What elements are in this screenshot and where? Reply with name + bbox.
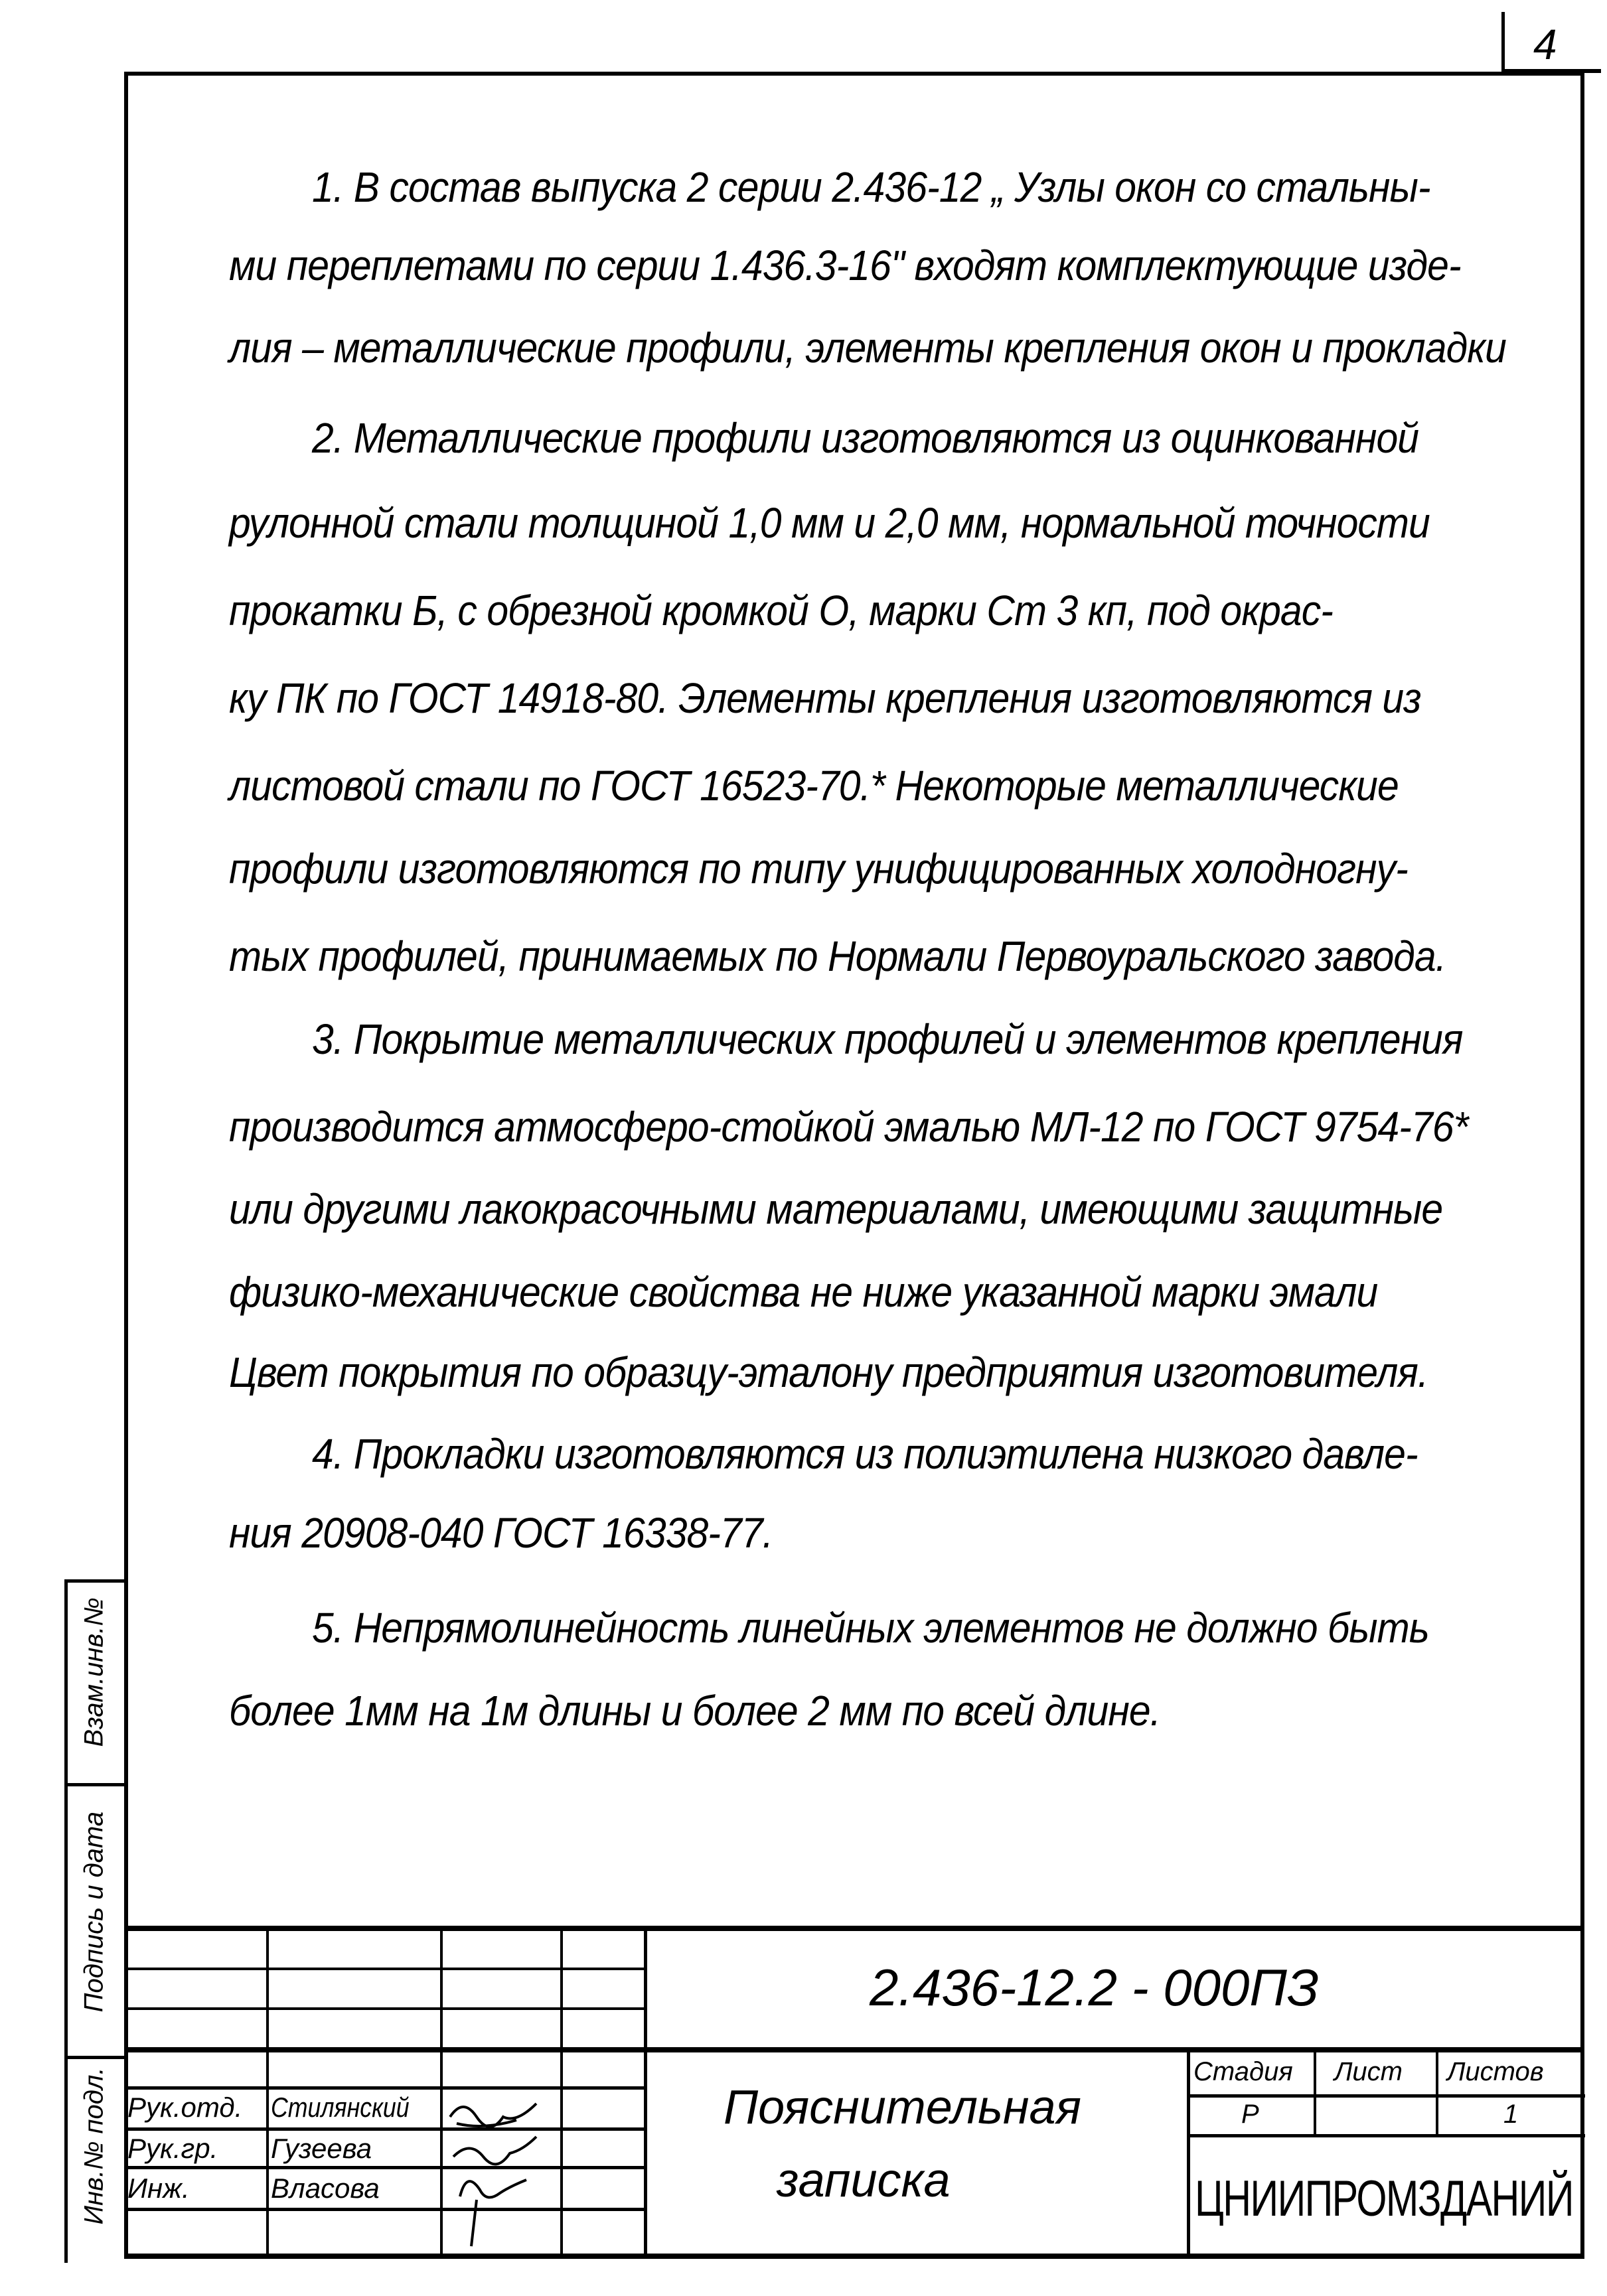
original-inventory-label: Инв.№ подл. — [79, 2067, 109, 2225]
signatory-name: Власова — [271, 2173, 380, 2204]
signatory-role: Рук.гр. — [127, 2133, 218, 2164]
signatory-name: Стилянский — [271, 2092, 410, 2123]
signatory-name: Гузеева — [271, 2133, 372, 2164]
page-number-divider — [1501, 12, 1505, 73]
text-line: прокатки Б, с обрезной кромкой О, марки Ст 3 кп, под окрас- — [229, 587, 1333, 634]
text-line: рулонной стали толщиной 1,0 мм и 2,0 мм, нормальной точности — [229, 499, 1430, 547]
signature-date-label: Подпись и дата — [79, 1811, 109, 2013]
text-line: Цвет покрытия по образцу-эталону предприятия изготовителя. — [229, 1348, 1428, 1396]
organization-name: ЦНИИПРОМЗДАНИЙ — [1195, 2171, 1573, 2227]
handwritten-signatures — [443, 2090, 563, 2250]
text-line: листовой стали по ГОСТ 16523-70.* Некоторые металлические — [229, 762, 1399, 810]
page-number: 4 — [1533, 21, 1557, 68]
text-line: тых профилей, принимаемых по Нормали Первоуральского завода. — [229, 932, 1446, 980]
text-line: ку ПК по ГОСТ 14918-80. Элементы крепления изготовляются из — [229, 674, 1421, 722]
sheets-value: 1 — [1503, 2100, 1519, 2129]
signatory-role: Инж. — [127, 2173, 190, 2204]
text-line: 1. В состав выпуска 2 серии 2.436-12 „ Узлы окон со стальны- — [312, 163, 1430, 211]
signatory-role: Рук.отд. — [127, 2092, 243, 2123]
text-line: физико-механические свойства не ниже указанной марки эмали — [229, 1268, 1378, 1316]
stage-label: Стадия — [1193, 2057, 1293, 2086]
text-line: 5. Непрямолинейность линейных элементов не должно быть — [312, 1604, 1429, 1652]
text-line: 3. Покрытие металлических профилей и элементов крепления — [312, 1015, 1463, 1063]
text-line: или другими лакокрасочными материалами, имеющими защитные — [229, 1185, 1443, 1233]
document-title-line2: записка — [777, 2154, 951, 2207]
text-line: ми переплетами по серии 1.436.3-16" входят комплектующие изде- — [229, 242, 1461, 289]
text-line: 4. Прокладки изготовляются из полиэтилена низкого давле- — [312, 1430, 1418, 1478]
replaced-inventory-label: Взам.инв.№ — [79, 1597, 109, 1747]
text-line: лия – металлические профили, элементы крепления окон и прокладки — [229, 324, 1506, 372]
text-line: более 1мм на 1м длины и более 2 мм по всей длине. — [229, 1687, 1161, 1735]
document-designation: 2.436-12.2 - 000ПЗ — [870, 1958, 1319, 2017]
document-title-line1: Пояснительная — [724, 2081, 1081, 2134]
text-line: профили изготовляются по типу унифицированных холодногну- — [229, 845, 1408, 893]
text-line: 2. Металлические профили изготовляются из оцинкованной — [312, 414, 1419, 462]
sheet-label: Лист — [1334, 2057, 1403, 2086]
sheets-label: Листов — [1447, 2057, 1544, 2086]
text-line: производится атмосферо-стойкой эмалью МЛ-12 по ГОСТ 9754-76* — [229, 1103, 1468, 1151]
stage-value: Р — [1241, 2100, 1259, 2129]
text-line: ния 20908-040 ГОСТ 16338-77. — [229, 1509, 773, 1557]
page-number-box-line — [1501, 69, 1601, 73]
